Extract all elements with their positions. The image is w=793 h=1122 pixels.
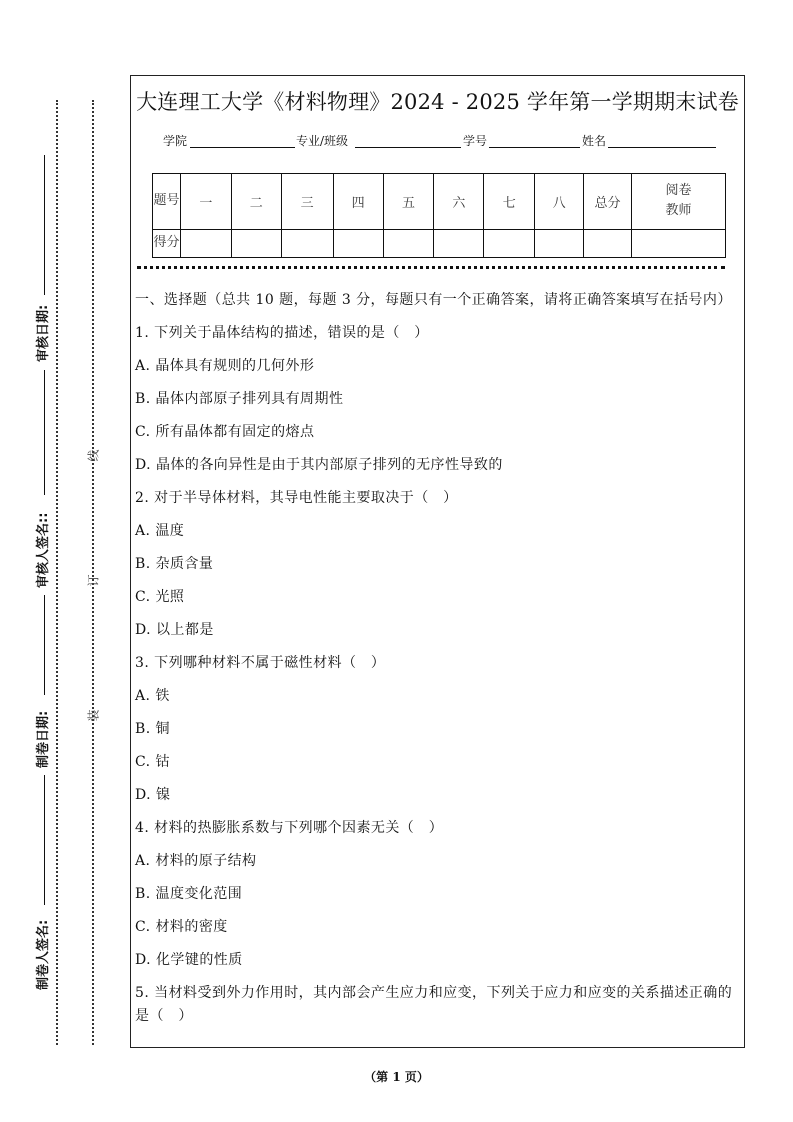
signature-line (44, 775, 45, 905)
header-cell: 七 (484, 174, 535, 230)
dotted-separator (137, 266, 725, 269)
score-cell[interactable] (231, 229, 281, 257)
section-heading: 一、选择题（总共 10 题，每题 3 分，每题只有一个正确答案，请将正确答案填写在括号内） (135, 292, 732, 308)
header-cell: 六 (434, 174, 484, 230)
dotted-line-outer (56, 100, 58, 1045)
header-cell: 二 (231, 174, 281, 230)
question-content (135, 289, 743, 1038)
reviewer-signature-label: 审核人签名:: (36, 512, 51, 588)
signature-line (44, 595, 45, 695)
answer-option: B. 晶体内部原子排列具有周期性 (135, 391, 344, 407)
question-text: 2. 对于半导体材料，其导电性能主要取决于（ ） (135, 490, 458, 506)
binding-mark-line: 线 (86, 449, 101, 462)
student-id-label: 学号 (463, 134, 488, 148)
answer-option: B. 杂质含量 (135, 556, 214, 572)
score-cell[interactable] (434, 229, 484, 257)
student-id-field[interactable] (489, 147, 580, 148)
paper-maker-signature-label: 制卷人签名: (36, 919, 51, 990)
score-cell[interactable] (281, 229, 333, 257)
header-cell: 五 (383, 174, 434, 230)
question-text: 4. 材料的热膨胀系数与下列哪个因素无关（ ） (135, 820, 444, 836)
college-label: 学院 (163, 134, 188, 148)
question-text: 1. 下列关于晶体结构的描述，错误的是（ ） (135, 325, 429, 341)
page-title: 大连理工大学《材料物理》2024 - 2025 学年第一学期期末试卷 (136, 90, 739, 114)
score-cell[interactable] (631, 229, 725, 257)
answer-option: D. 以上都是 (135, 622, 214, 638)
header-cell: 四 (333, 174, 383, 230)
question-text: 3. 下列哪种材料不属于磁性材料（ ） (135, 655, 386, 671)
major-class-field[interactable] (355, 147, 461, 148)
signature-line (44, 370, 45, 495)
answer-option: C. 材料的密度 (135, 919, 228, 935)
score-cell[interactable] (484, 229, 535, 257)
header-cell: 八 (535, 174, 584, 230)
header-cell: 阅卷教师 (631, 174, 725, 230)
header-cell: 一 (180, 174, 231, 230)
score-row (153, 229, 726, 257)
answer-option: D. 镍 (135, 787, 171, 803)
signature-line (44, 155, 45, 295)
binding-mark-staple: 订 (86, 574, 101, 587)
answer-option: D. 晶体的各向异性是由于其内部原子排列的无序性导致的 (135, 457, 503, 473)
score-row-label: 得分 (153, 229, 181, 257)
score-cell[interactable] (383, 229, 434, 257)
answer-option: C. 光照 (135, 589, 185, 605)
answer-option: A. 材料的原子结构 (135, 853, 257, 869)
header-cell: 题号 (153, 174, 181, 230)
answer-option: D. 化学键的性质 (135, 952, 243, 968)
question-text: 5. 当材料受到外力作用时，其内部会产生应力和应变，下列关于应力和应变的关系描述正确的是（ ） (135, 985, 733, 1024)
review-date-label: 审核日期: (36, 304, 51, 362)
answer-option: C. 钴 (135, 754, 170, 770)
score-table (152, 173, 726, 258)
answer-option: B. 温度变化范围 (135, 886, 243, 902)
score-cell[interactable] (535, 229, 584, 257)
answer-option: A. 晶体具有规则的几何外形 (135, 358, 315, 374)
page-number: （第 1 页） (364, 1070, 429, 1084)
answer-option: C. 所有晶体都有固定的熔点 (135, 424, 315, 440)
header-cell: 三 (281, 174, 333, 230)
score-cell[interactable] (584, 229, 632, 257)
paper-date-label: 制卷日期: (36, 710, 51, 768)
name-field[interactable] (608, 147, 716, 148)
score-table-header-row (153, 174, 726, 230)
dotted-line-binding (92, 100, 94, 1045)
answer-option: B. 铜 (135, 721, 170, 737)
binding-mark-bind: 装 (86, 709, 101, 722)
college-field[interactable] (190, 147, 295, 148)
major-class-label: 专业/班级 (296, 134, 349, 148)
score-cell[interactable] (180, 229, 231, 257)
answer-option: A. 铁 (135, 688, 170, 704)
name-label: 姓名 (582, 134, 607, 148)
header-cell: 总分 (584, 174, 632, 230)
score-cell[interactable] (333, 229, 383, 257)
answer-option: A. 温度 (135, 523, 185, 539)
